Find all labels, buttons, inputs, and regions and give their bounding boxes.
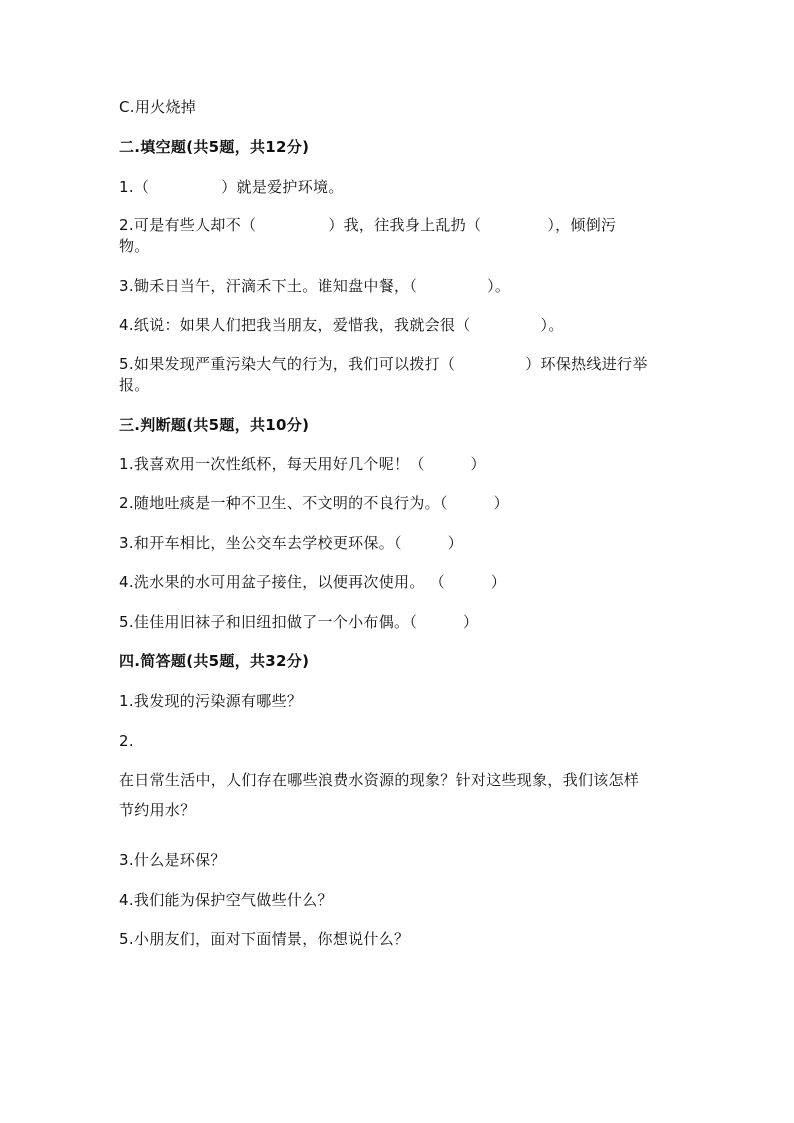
- fill-question-2: [119, 215, 616, 235]
- fill-question-3: [119, 276, 510, 296]
- fill-question-1: [119, 177, 344, 197]
- fill-q3-prefix: 3.锄禾日当午，汗滴禾下土。谁知盘中餐，（: [119, 277, 418, 295]
- answer-option-c: C.用火烧掉: [119, 98, 197, 116]
- section-heading-short-answer: 四.简答题(共5题，共32分): [119, 652, 310, 670]
- short-question-2-line-1: 在日常生活中，人们存在哪些浪费水资源的现象？针对这些现象，我们该怎样: [119, 771, 640, 789]
- section-heading-fill-in: 二.填空题(共5题，共12分): [119, 138, 310, 156]
- fill-q5-part-b: ）环保热线进行举: [525, 355, 648, 373]
- fill-question-5-continued: 报。: [119, 376, 150, 394]
- short-question-3: 3.什么是环保？: [119, 851, 226, 869]
- fill-q4-suffix: ）。: [540, 316, 564, 334]
- fill-question-5: [119, 354, 648, 374]
- short-question-5: 5.小朋友们，面对下面情景，你想说什么？: [119, 930, 410, 948]
- fill-question-2-continued: 物。: [119, 237, 150, 255]
- short-question-4: 4.我们能为保护空气做些什么？: [119, 891, 333, 909]
- judge-question-1: 1.我喜欢用一次性纸杯，每天用好几个呢！（ ）: [119, 455, 486, 473]
- fill-question-4: [119, 315, 564, 335]
- judge-question-3: 3.和开车相比，坐公交车去学校更环保。（ ）: [119, 534, 464, 552]
- fill-q1-prefix: 1.（: [119, 178, 150, 196]
- fill-q2-part-c: ），倾倒污: [547, 216, 617, 234]
- judge-question-2: 2.随地吐痰是一种不卫生、不文明的不良行为。（ ）: [119, 494, 509, 512]
- fill-q3-suffix: ）。: [487, 277, 511, 295]
- fill-q2-part-b: ）我，往我身上乱扔（: [328, 216, 482, 234]
- fill-q4-prefix: 4.纸说：如果人们把我当朋友，爱惜我，我就会很（: [119, 316, 471, 334]
- short-question-2-number: 2.: [119, 732, 134, 750]
- short-question-2-line-2: 节约用水？: [119, 801, 196, 819]
- judge-question-5: 5.佳佳用旧袜子和旧纽扣做了一个小布偶。（ ）: [119, 613, 479, 631]
- section-heading-true-false: 三.判断题(共5题，共10分): [119, 416, 310, 434]
- fill-q5-part-a: 5.如果发现严重污染大气的行为，我们可以拨打（: [119, 355, 456, 373]
- short-question-1: 1.我发现的污染源有哪些？: [119, 692, 303, 710]
- fill-q2-part-a: 2.可是有些人却不（: [119, 216, 257, 234]
- fill-q1-suffix: ）就是爱护环境。: [221, 178, 344, 196]
- judge-question-4: 4.洗水果的水可用盆子接住，以便再次使用。 （ ）: [119, 573, 507, 591]
